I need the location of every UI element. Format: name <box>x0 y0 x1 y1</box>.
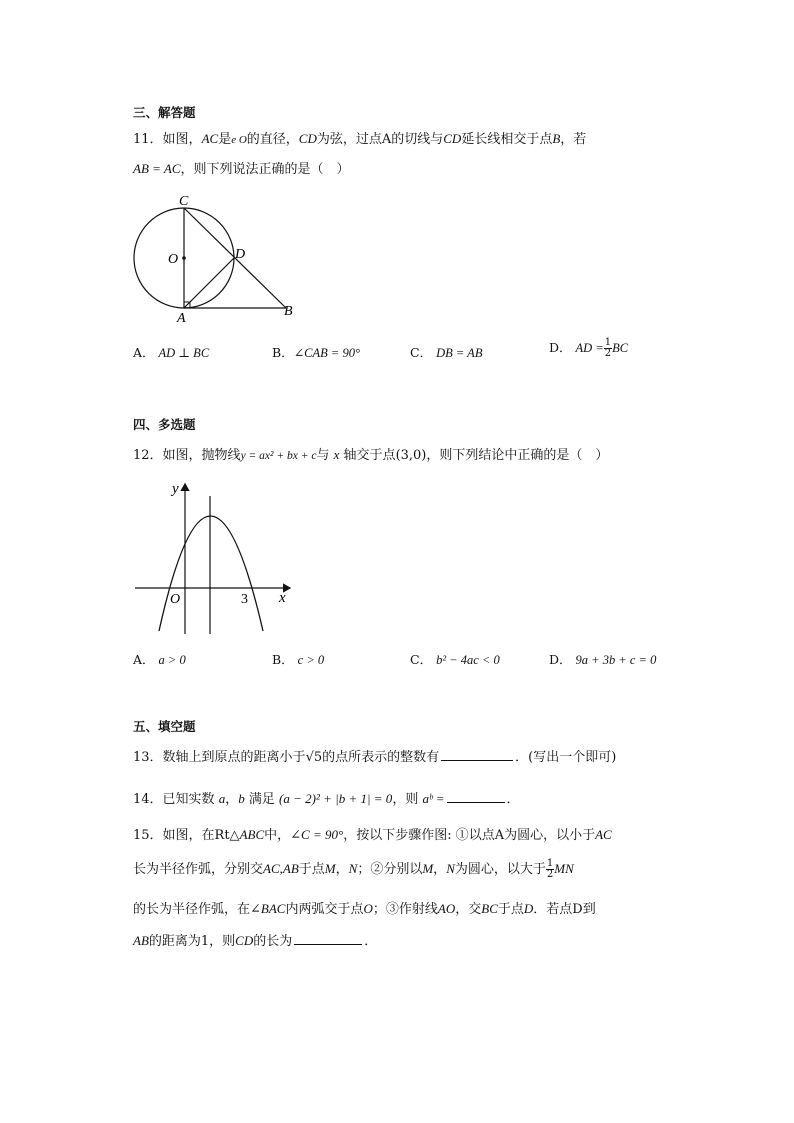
q15-text: 于点 <box>298 862 325 877</box>
q11-circle-symbol: e O <box>231 134 247 146</box>
q12-text: 与 <box>316 448 330 463</box>
fraction <box>546 859 554 880</box>
q13-answer-blank[interactable] <box>441 748 513 761</box>
q13-sqrt: √5 <box>305 750 323 765</box>
fraction-numerator: 1 <box>546 858 554 869</box>
q15-line2 <box>133 859 574 880</box>
q11-text: 延长线相交于点 <box>461 132 553 147</box>
q11-option-b[interactable] <box>272 343 360 361</box>
q15-text: 的长为 <box>253 934 293 949</box>
q11-line2 <box>133 160 350 179</box>
q14-formula: (a − 2)² + |b + 1| = 0 <box>279 791 393 806</box>
q15-var: N <box>348 861 358 876</box>
q15-text: ，按以下步骤作图: ①以点A为圆心，以小于 <box>343 828 596 843</box>
q13-text: ．(写出一个即可) <box>515 750 617 765</box>
option-label: D． <box>549 340 572 355</box>
label-c: C <box>179 194 189 209</box>
q14-number: 14． <box>133 792 163 807</box>
option-text: DB = AB <box>436 346 483 360</box>
option-label: B． <box>272 345 294 360</box>
q11-condition: AB = AC <box>133 161 181 176</box>
segment-ad <box>184 258 234 308</box>
q15-var: AO <box>437 901 456 916</box>
q15-text: 如图，在Rt△ <box>162 828 240 843</box>
q11-text: 是 <box>218 132 232 147</box>
option-text: ∠CAB = 90° <box>293 346 360 360</box>
option-text: b² − 4ac < 0 <box>436 653 500 667</box>
q13-number: 13． <box>133 750 163 765</box>
label-three: 3 <box>241 592 248 607</box>
q12-option-d[interactable] <box>549 650 656 668</box>
q11-text: ，则下列说法正确的是（ ） <box>180 162 350 177</box>
section-title-3: 三、解答题 <box>133 105 196 120</box>
q15-text: 的长为半径作弧，在 <box>133 902 251 917</box>
q14-text: 已知实数 <box>162 792 215 807</box>
option-label: A． <box>133 345 155 360</box>
q11-var: CD <box>443 131 462 146</box>
q15-var: M <box>324 861 336 876</box>
center-point <box>182 256 186 260</box>
q15-var: CD <box>235 933 254 948</box>
option-text: a > 0 <box>158 653 186 667</box>
option-label: C． <box>410 652 433 667</box>
q14-text: ，则 <box>392 792 419 807</box>
q12-line1 <box>133 446 608 465</box>
q15-text: ， <box>433 862 447 877</box>
q15-text: 的距离为1，则 <box>148 934 236 949</box>
q12-text: 如图，抛物线 <box>162 448 241 463</box>
q14-text: ． <box>506 792 520 807</box>
q15-text: ；③作射线 <box>372 902 438 917</box>
q14-power: aᵇ = <box>422 791 445 806</box>
q11-option-c[interactable] <box>410 343 482 361</box>
q15-text: 为圆心，以大于 <box>454 862 546 877</box>
q12-point: (3,0) <box>395 448 427 463</box>
q11-var: B <box>552 131 561 146</box>
label-y: y <box>172 481 179 497</box>
q12-option-b[interactable] <box>272 650 324 668</box>
option-text: BC <box>612 341 629 355</box>
option-label: A． <box>133 652 155 667</box>
q14-text: ， <box>225 792 239 807</box>
section-title-5: 五、填空题 <box>133 719 196 734</box>
q11-text: 为弦，过点A的切线与 <box>316 132 444 147</box>
q12-parabola-figure <box>130 478 300 638</box>
q12-option-c[interactable] <box>410 650 500 668</box>
q14-var: b <box>238 791 245 806</box>
q15-text: ， <box>335 862 349 877</box>
q14-var: a <box>218 791 226 806</box>
option-text: c > 0 <box>297 653 325 667</box>
q11-text: ，若 <box>560 132 587 147</box>
q15-text: ．若点D到 <box>533 902 596 917</box>
q15-text: 长为半径作弧，分别交 <box>133 862 264 877</box>
q11-option-d[interactable] <box>549 338 628 359</box>
q12-option-a[interactable] <box>133 650 186 668</box>
q11-circle-figure <box>128 190 303 325</box>
label-o: O <box>168 252 179 267</box>
q11-option-a[interactable] <box>133 343 209 361</box>
q15-text: 中， <box>264 828 291 843</box>
q12-formula: y = ax² + bx + c <box>240 450 317 462</box>
q15-var: ∠C = 90° <box>290 827 344 842</box>
parabola-curve <box>159 516 263 631</box>
option-text: AD = <box>575 341 604 355</box>
fraction-denominator: 2 <box>546 869 554 880</box>
q14-line <box>133 790 520 809</box>
q15-text: ；②分别以 <box>357 862 423 877</box>
q15-var: AC <box>595 827 612 842</box>
q14-text: 满足 <box>248 792 275 807</box>
q13-text: 的点所表示的整数有 <box>322 750 440 765</box>
fraction <box>604 338 612 359</box>
label-origin: O <box>170 592 181 607</box>
q15-number: 15． <box>133 828 163 843</box>
q12-text: 轴交于点 <box>343 448 396 463</box>
q15-var: M <box>422 861 434 876</box>
option-label: B． <box>272 652 294 667</box>
option-label: C． <box>410 345 433 360</box>
q15-var: AB <box>133 933 149 948</box>
section-title-4: 四、多选题 <box>133 417 196 432</box>
q12-text: ，则下列结论中正确的是（ ） <box>426 448 609 463</box>
fraction-denominator: 2 <box>604 348 612 359</box>
q15-text: 内两弧交于点 <box>285 902 364 917</box>
q15-var: N <box>446 861 455 876</box>
q11-line1 <box>133 130 586 149</box>
q13-line <box>133 748 616 767</box>
q15-var: BC <box>481 901 498 916</box>
q11-text: 的直径， <box>246 132 299 147</box>
q15-var: MN <box>554 861 574 876</box>
label-a: A <box>177 311 186 325</box>
q15-answer-blank[interactable] <box>294 932 362 945</box>
fraction-numerator: 1 <box>604 337 612 348</box>
q15-line3 <box>133 900 596 919</box>
q15-text: ，交 <box>455 902 482 917</box>
q15-var: D <box>523 901 534 916</box>
q11-text: 如图， <box>162 132 202 147</box>
label-d: D <box>235 247 246 262</box>
q15-var: O <box>363 901 373 916</box>
q15-line1 <box>133 826 612 845</box>
option-label: D． <box>549 652 572 667</box>
q15-var: AC,AB <box>263 861 299 876</box>
q15-line4 <box>133 932 377 951</box>
q11-number: 11． <box>133 132 163 147</box>
q12-var: x <box>333 447 340 462</box>
label-b: B <box>284 304 293 319</box>
option-text: AD ⊥ BC <box>158 346 210 360</box>
q12-number: 12． <box>133 448 163 463</box>
q15-var: ∠BAC <box>250 901 286 916</box>
q15-text: 于点 <box>497 902 524 917</box>
option-text: 9a + 3b + c = 0 <box>575 653 657 667</box>
q11-var: CD <box>298 131 317 146</box>
label-x: x <box>279 590 286 606</box>
q11-var: AC <box>201 131 219 146</box>
q15-var: ABC <box>239 827 265 842</box>
q15-text: ． <box>364 934 378 949</box>
q14-answer-blank[interactable] <box>447 790 505 803</box>
q13-text: 数轴上到原点的距离小于 <box>162 750 306 765</box>
